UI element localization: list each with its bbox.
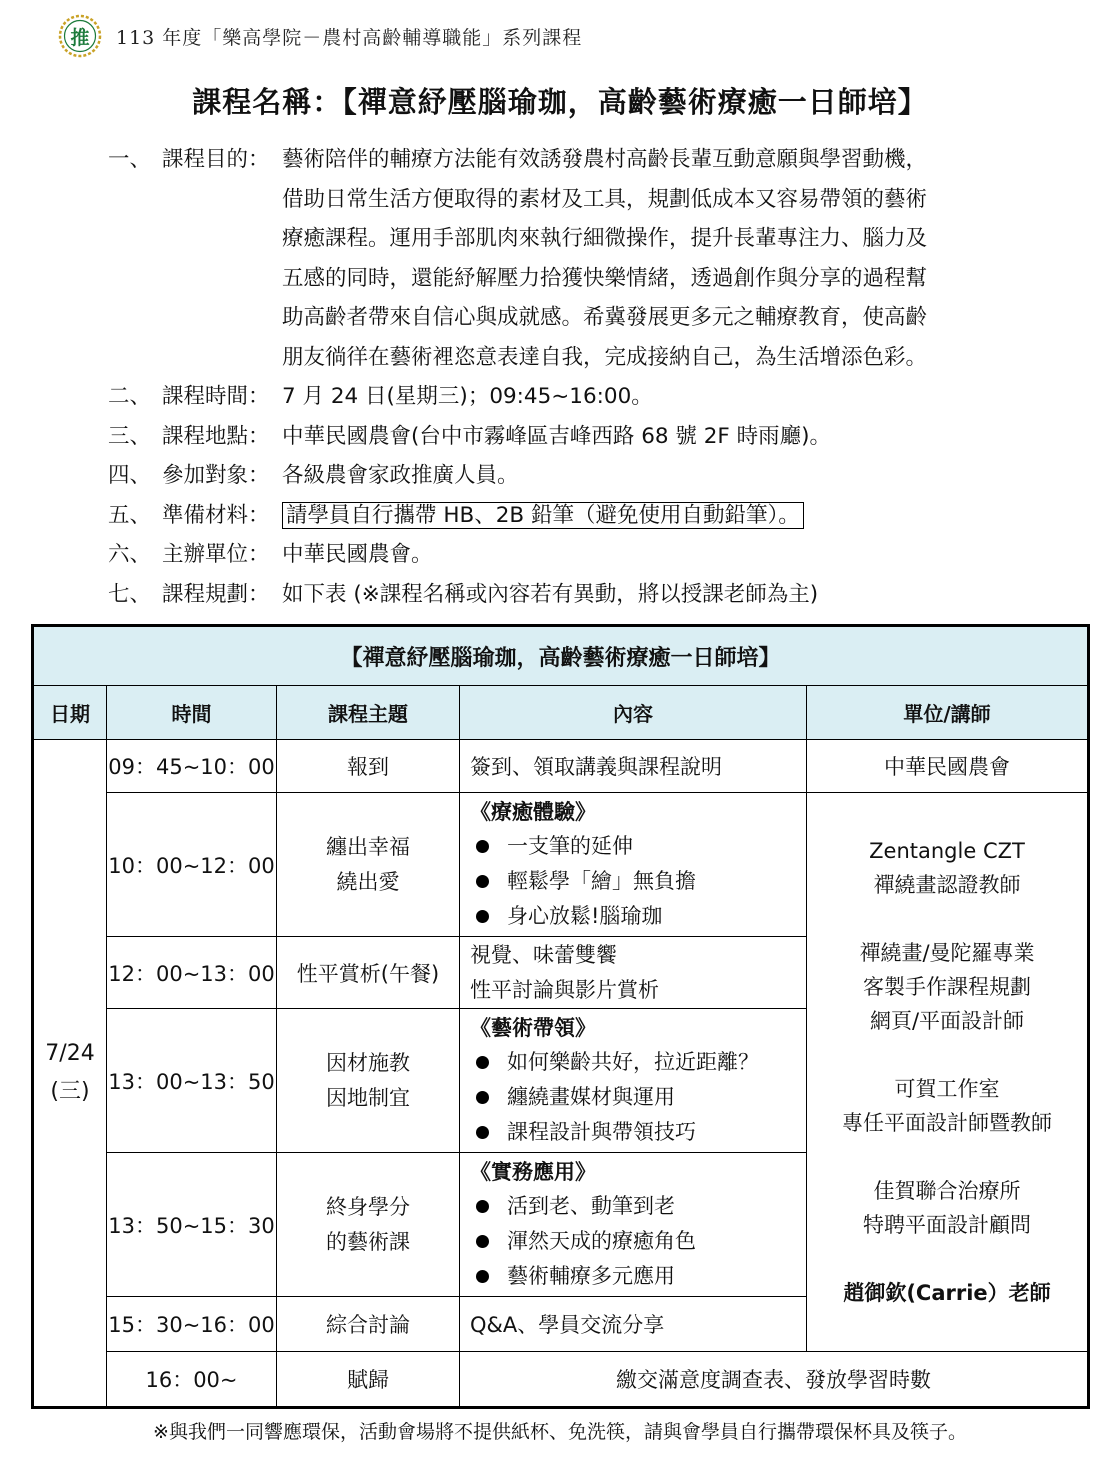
bullet-icon: [476, 840, 489, 853]
table-row: [34, 793, 1088, 937]
topic-cell: 因材施教 因地制宜: [277, 1009, 460, 1153]
content-cell: 視覺、味蕾雙饗 性平討論與影片賞析: [460, 937, 807, 1009]
section-heading: 《藝術帶領》: [470, 1016, 596, 1040]
time-cell: 15：30~16：00: [107, 1297, 277, 1352]
table-row: [34, 740, 1088, 793]
content-cell: Q&A、學員交流分享: [460, 1297, 807, 1352]
topic-cell: 報到: [277, 740, 460, 793]
info-item-time: 二、 課程時間： 7 月 24 日(星期三)；09:45~16:00。: [108, 384, 653, 409]
topic-cell: 終身學分 的藝術課: [277, 1153, 460, 1297]
time-cell: 13：00~13：50: [107, 1009, 277, 1153]
info-item-audience: 四、 參加對象： 各級農會家政推廣人員。: [108, 463, 519, 488]
logo: [58, 14, 102, 58]
schedule-table: [33, 626, 1088, 1407]
bullet-icon: [476, 910, 489, 923]
col-date: 日期: [34, 686, 107, 740]
course-info: [108, 140, 1028, 614]
time-cell: 12：00~13：00: [107, 937, 277, 1009]
content-cell: [460, 793, 807, 937]
list-item: 如何樂齡共好，拉近距離？: [470, 1045, 806, 1080]
list-item: 一支筆的延伸: [470, 829, 806, 864]
bullet-icon: [476, 875, 489, 888]
instructor-name: 趙御欽(Carrie）老師: [843, 1281, 1051, 1305]
info-item-materials: 五、 準備材料： 請學員自行攜帶 HB、2B 鉛筆（避免使用自動鉛筆）。: [108, 496, 1028, 536]
col-topic: 課程主題: [277, 686, 460, 740]
table-header: [34, 686, 1088, 740]
series-title: 113 年度「樂高學院－農村高齡輔導職能」系列課程: [116, 26, 583, 49]
content-cell: 繳交滿意度調查表、發放學習時數: [460, 1352, 1088, 1407]
schedule-title: 【禪意紓壓腦瑜珈，高齡藝術療癒一日師培】: [34, 627, 1088, 686]
time-cell: 09：45~10：00: [107, 740, 277, 793]
bullet-icon: [476, 1091, 489, 1104]
time-cell: 16：00~: [107, 1352, 277, 1407]
content-cell: [460, 1153, 807, 1297]
page-header: [58, 14, 582, 58]
instructor-cell: Zentangle CZT 禪繞畫認證教師 禪繞畫/曼陀羅專業 客製手作課程規劃 網頁/平面設計師 可賀工作室 專任平面設計師暨教師 佳賀聯合治療所 特聘平面設計顧問 趙御欽(Carrie）老師: [807, 793, 1088, 1352]
purpose-text: 藝術陪伴的輔療方法能有效誘發農村高齡長輩互動意願與學習動機， 借助日常生活方便取得的素材及工具，規劃低成本又容易帶領的藝術 療癒課程。運用手部肌肉來執行細微操作，提升長輩專注力、腦力及 五感的同時，還能紓解壓力拾獲快樂情緒，透過創作與分享的過程幫 助高齡者帶來自信心與成就感。希冀發展更多元之輔療教育，使高齡 朋友徜徉在藝術裡恣意表達自我，完成接納自己，為生活增添色彩。: [282, 147, 928, 370]
bullet-icon: [476, 1200, 489, 1213]
col-unit: 單位/講師: [807, 686, 1088, 740]
time-cell: 10：00~12：00: [107, 793, 277, 937]
bullet-icon: [476, 1056, 489, 1069]
list-item: 輕鬆學「繪」無負擔: [470, 864, 806, 899]
info-item-purpose: 一、 課程目的： 藝術陪伴的輔療方法能有效誘發農村高齡長輩互動意願與學習動機， 借助日常生活方便取得的素材及工具，規劃低成本又容易帶領的藝術 療癒課程。運用手部肌肉來執行細微操作，提升長輩專注力、腦力及 五感的同時，還能紓解壓力拾獲快樂情緒，透過創作與分享的過程幫 助高齡者帶來自信心與成就感。希冀發展更多元之輔療教育，使高齡 朋友徜徉在藝術裡恣意表達自我，完成接納自己，為生活增添色彩。: [108, 140, 1028, 377]
page-title: 課程名稱：【禪意紓壓腦瑜珈，高齡藝術療癒一日師培】: [192, 85, 928, 119]
bullet-icon: [476, 1270, 489, 1283]
list-item: 渾然天成的療癒角色: [470, 1224, 806, 1259]
list-item: 活到老、動筆到老: [470, 1189, 806, 1224]
section-heading: 《療癒體驗》: [470, 800, 596, 824]
time-cell: 13：50~15：30: [107, 1153, 277, 1297]
content-cell: [460, 1009, 807, 1153]
list-item: 課程設計與帶領技巧: [470, 1115, 806, 1150]
col-time: 時間: [107, 686, 277, 740]
materials-box: 請學員自行攜帶 HB、2B 鉛筆（避免使用自動鉛筆）。: [282, 502, 804, 529]
bullet-icon: [476, 1126, 489, 1139]
footer-note: ※與我們一同響應環保，活動會場將不提供紙杯、免洗筷，請與會學員自行攜帶環保杯具及筷子。: [153, 1421, 967, 1443]
topic-cell: 賦歸: [277, 1352, 460, 1407]
info-item-location: 三、 課程地點： 中華民國農會(台中市霧峰區吉峰西路 68 號 2F 時雨廳)。: [108, 423, 832, 449]
info-item-plan: 七、 課程規劃： 如下表 (※課程名稱或內容若有異動，將以授課老師為主): [108, 581, 819, 607]
topic-cell: 性平賞析(午餐): [277, 937, 460, 1009]
info-item-organizer: 六、 主辦單位： 中華民國農會。: [108, 542, 433, 567]
bullet-icon: [476, 1235, 489, 1248]
unit-cell: 中華民國農會: [807, 740, 1088, 793]
list-item: 身心放鬆!腦瑜珈: [470, 899, 806, 934]
content-cell: 簽到、領取講義與課程說明: [460, 740, 807, 793]
logo-text: 推: [70, 26, 90, 49]
table-row: [34, 1352, 1088, 1407]
list-item: 藝術輔療多元應用: [470, 1259, 806, 1294]
list-item: 纏繞畫媒材與運用: [470, 1080, 806, 1115]
topic-cell: 綜合討論: [277, 1297, 460, 1352]
col-content: 內容: [460, 686, 807, 740]
section-heading: 《實務應用》: [470, 1160, 596, 1184]
date-cell: 7/24 (三): [34, 740, 107, 1407]
topic-cell: 纏出幸福 繞出愛: [277, 793, 460, 937]
